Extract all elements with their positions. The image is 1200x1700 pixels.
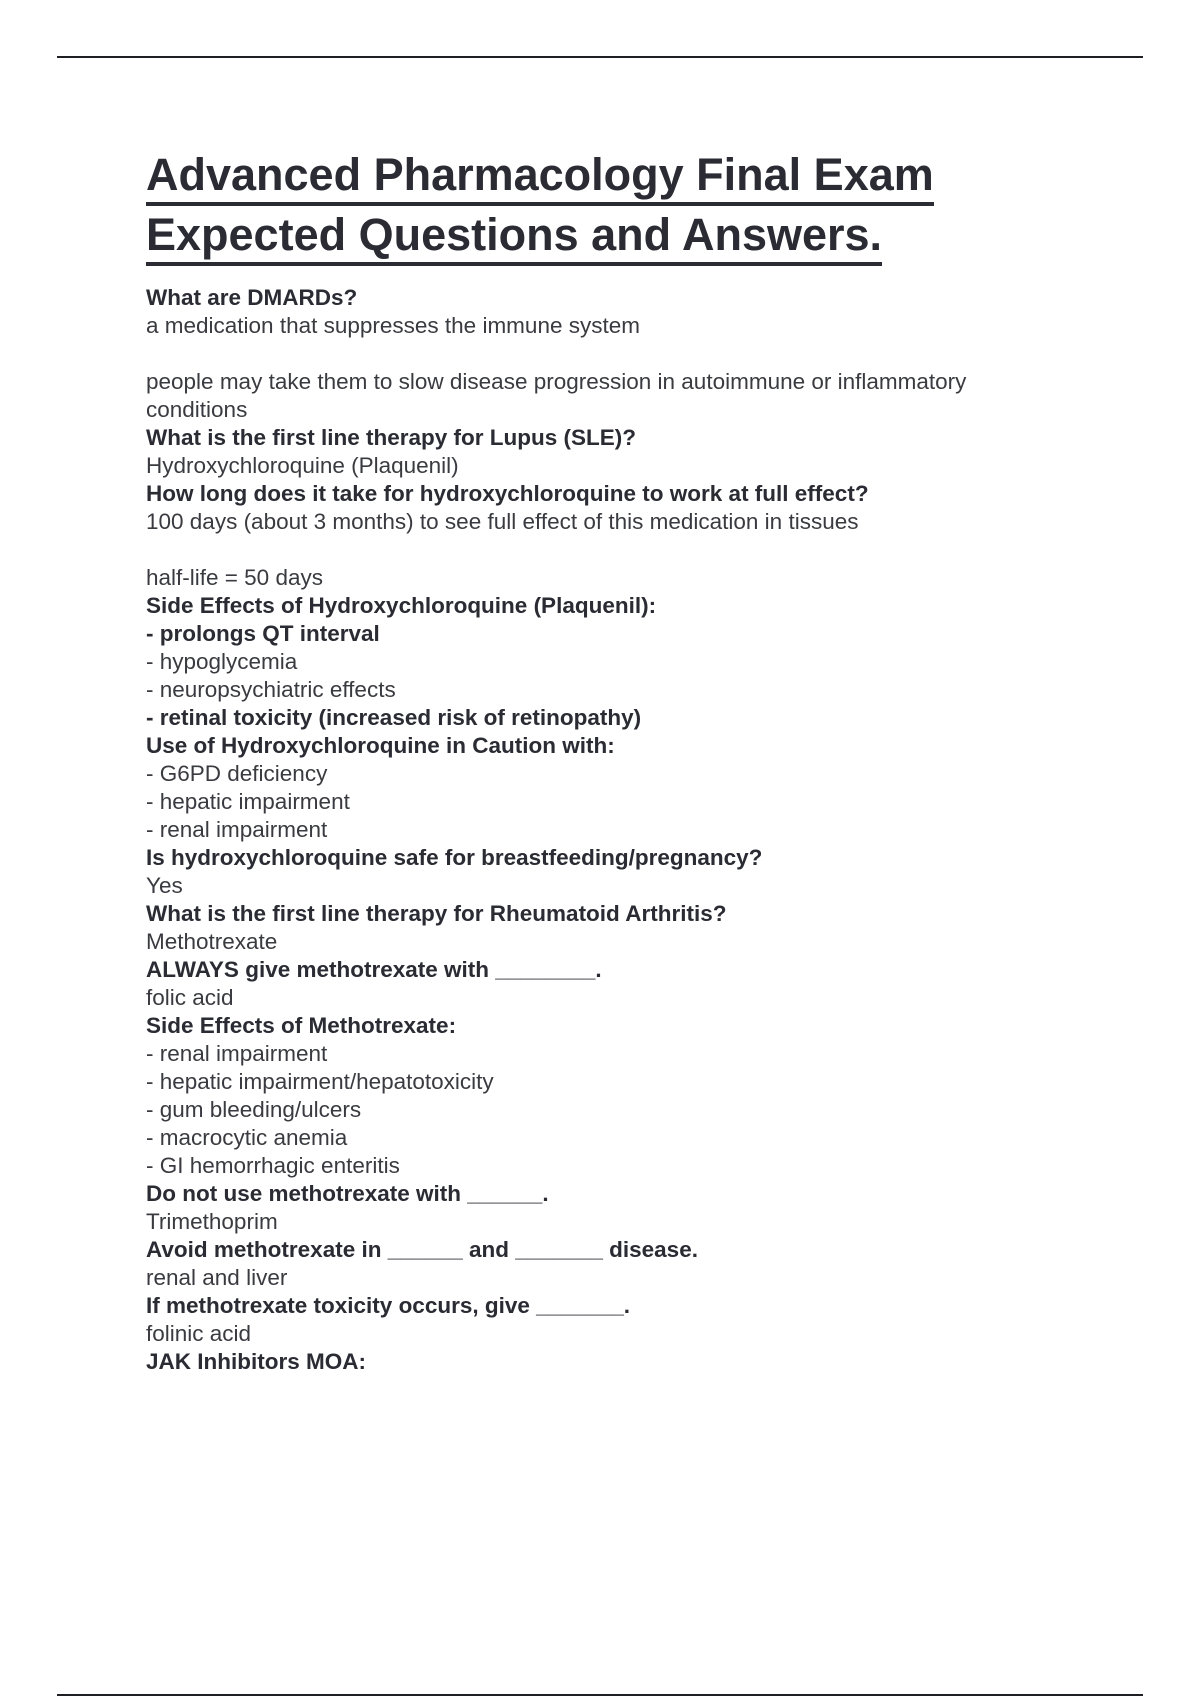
question-line: JAK Inhibitors MOA: xyxy=(146,1349,366,1374)
blank-line xyxy=(146,340,1046,368)
answer-line: - gum bleeding/ulcers xyxy=(146,1097,362,1122)
page-title xyxy=(146,148,934,268)
question-line: - prolongs QT interval xyxy=(146,621,380,646)
page-title-line-1: Advanced Pharmacology Final Exam xyxy=(146,148,934,206)
answer-line: Yes xyxy=(146,873,183,898)
answer-line: - G6PD deficiency xyxy=(146,761,328,786)
question-line: Use of Hydroxychloroquine in Caution with: xyxy=(146,733,615,758)
question-line: How long does it take for hydroxychloroquine to work at full effect? xyxy=(146,481,869,506)
blank-line xyxy=(146,536,1046,564)
answer-line: half-life = 50 days xyxy=(146,565,323,590)
answer-line: - neuropsychiatric effects xyxy=(146,677,396,702)
question-line: ALWAYS give methotrexate with ________. xyxy=(146,957,602,982)
question-line: Is hydroxychloroquine safe for breastfeeding/pregnancy? xyxy=(146,845,763,870)
answer-line: - renal impairment xyxy=(146,1041,328,1066)
answer-line: - GI hemorrhagic enteritis xyxy=(146,1153,400,1178)
answer-line: Trimethoprim xyxy=(146,1209,278,1234)
question-line: What is the first line therapy for Lupus (SLE)? xyxy=(146,425,637,450)
answer-line: Methotrexate xyxy=(146,929,278,954)
question-line: What is the first line therapy for Rheumatoid Arthritis? xyxy=(146,901,727,926)
answer-line: - hepatic impairment xyxy=(146,789,350,814)
header-rule xyxy=(57,56,1143,58)
qa-content xyxy=(146,284,1046,1376)
answer-line: folic acid xyxy=(146,985,234,1010)
answer-line: - macrocytic anemia xyxy=(146,1125,348,1150)
answer-line: - renal impairment xyxy=(146,817,328,842)
answer-line: folinic acid xyxy=(146,1321,252,1346)
question-line: If methotrexate toxicity occurs, give _______. xyxy=(146,1293,630,1318)
answer-line: 100 days (about 3 months) to see full effect of this medication in tissues xyxy=(146,509,859,534)
page-title-line-2: Expected Questions and Answers. xyxy=(146,208,882,266)
question-line: Do not use methotrexate with ______. xyxy=(146,1181,549,1206)
answer-line: a medication that suppresses the immune system xyxy=(146,313,640,338)
answer-line: renal and liver xyxy=(146,1265,288,1290)
answer-line: - hepatic impairment/hepatotoxicity xyxy=(146,1069,494,1094)
answer-line: people may take them to slow disease progression in autoimmune or inflammatory xyxy=(146,369,967,394)
answer-line: conditions xyxy=(146,397,248,422)
question-line: - retinal toxicity (increased risk of retinopathy) xyxy=(146,705,642,730)
answer-line: Hydroxychloroquine (Plaquenil) xyxy=(146,453,459,478)
question-line: Avoid methotrexate in ______ and _______ disease. xyxy=(146,1237,698,1262)
question-line: Side Effects of Methotrexate: xyxy=(146,1013,457,1038)
question-line: Side Effects of Hydroxychloroquine (Plaquenil): xyxy=(146,593,657,618)
footer-rule xyxy=(57,1694,1143,1696)
question-line: What are DMARDs? xyxy=(146,285,358,310)
answer-line: - hypoglycemia xyxy=(146,649,298,674)
